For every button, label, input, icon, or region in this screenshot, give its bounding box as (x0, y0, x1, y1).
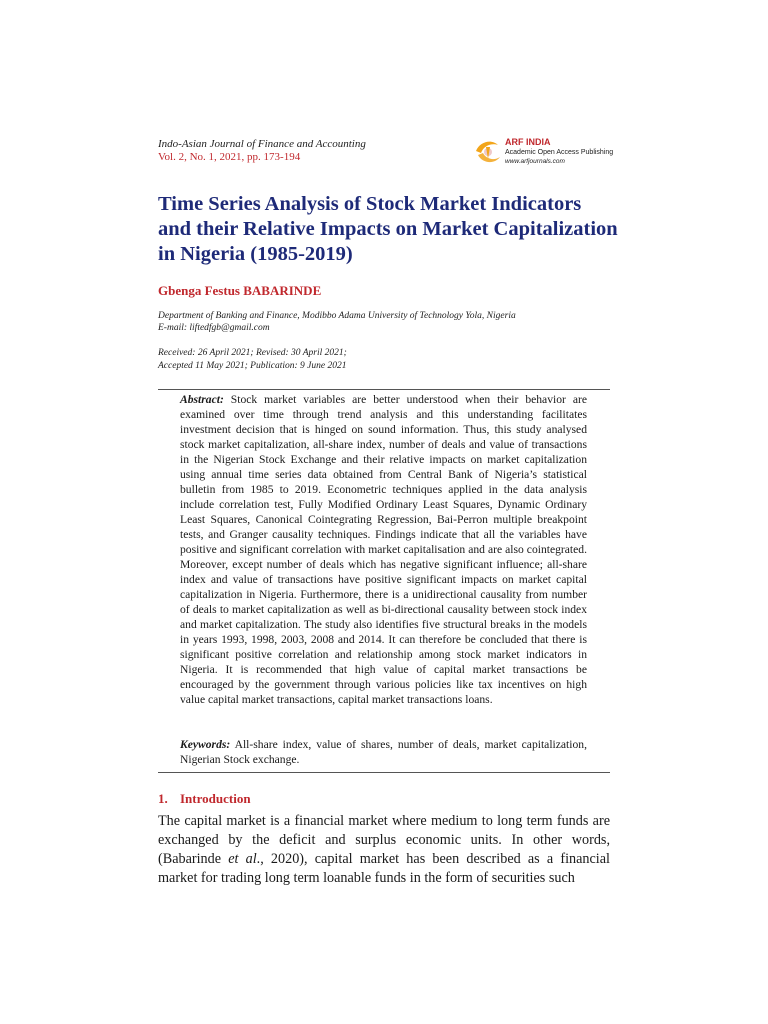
intro-et-al: et al (228, 851, 257, 867)
publisher-logo (472, 137, 622, 171)
keywords-label: Keywords: (180, 738, 231, 751)
publisher-url: www.arfjournals.com (505, 158, 565, 165)
dates-received: Received: 26 April 2021; Revised: 30 April 2021; (158, 348, 347, 358)
abstract-top-rule (158, 389, 610, 390)
publisher-tagline: Academic Open Access Publishing (505, 149, 614, 156)
section-heading-introduction (158, 791, 251, 807)
publication-dates (158, 347, 347, 373)
dates-accepted: Accepted 11 May 2021; Publication: 9 June 2021 (158, 361, 347, 371)
keywords (180, 737, 587, 767)
section-title: Introduction (180, 791, 251, 806)
keywords-text: All-share index, value of shares, number of deals, market capitalization, Nigerian Stock exchange. (180, 738, 587, 766)
intro-text-part2: ., 2020), capital market has been described as a financial market for trading long term loanable funds in the form of securities such (158, 851, 610, 886)
affiliation-email: E-mail: liftedfgb@gmail.com (158, 323, 270, 333)
publisher-brand: ARF INDIA (505, 137, 551, 147)
paper-title: Time Series Analysis of Stock Market Indicators and their Relative Impacts on Market Capitalization in Nigeria (1985-2019) (158, 193, 618, 265)
section-number: 1. (158, 791, 168, 806)
intro-text-part1: The capital market is a financial market where medium to long term funds are exchanged by the deficit and surplus economic units. In other words, (Babarinde (158, 813, 610, 867)
arf-india-logo-icon (472, 137, 504, 169)
abstract (180, 392, 587, 707)
author-name: Gbenga Festus BABARINDE (158, 283, 322, 298)
journal-name: Indo-Asian Journal of Finance and Accounting (158, 138, 366, 150)
abstract-text: Stock market variables are better understood when their behavior are examined over time through trend analysis and this understanding facilitates investment decision that is hinged on sound information. Thus, this study analysed stock market capitalization, all-share index, number of deals and value of transactions in the Nigerian Stock Exchange and their relative impacts on market capitalization using annual time series data obtained from Central Bank of Nigeria’s statistical bulletin from 1985 to 2019. Econometric techniques applied in the data analysis include correlation test, Fully Modified Ordinary Least Squares, Dynamic Ordinary Least Squares, Canonical Cointegrating Regression, Bai-Perron multiple breakpoint tests, and Granger causality techniques. Findings indicate that all the variables have positive and significant correlation with market capitalisation and are also cointegrated. Moreover, except number of deals which has negative significant influence; all-share index and value of transactions have positive significant impacts on market capital capitalization in Nigeria. Furthermore, there is a unidirectional causality from number of deals to market capitalization as well as bi-directional causality between stock index and market capitalization. The study also identifies five structural breaks in the models in years 1993, 1998, 2003, 2008 and 2014. It can therefore be concluded that there is significant positive correlation and relationship among stock market indicators in Nigeria. It is recommended that high value of capital market transactions be encouraged by the government through various policies like tax incentives on high value capital market transactions, capital market transactions loans. (180, 393, 587, 706)
abstract-bottom-rule (158, 772, 610, 773)
affiliation-department: Department of Banking and Finance, Modibbo Adama University of Technology Yola, Nigeria (158, 311, 516, 321)
journal-volume: Vol. 2, No. 1, 2021, pp. 173-194 (158, 151, 301, 163)
introduction-paragraph (158, 812, 610, 888)
affiliation (158, 310, 516, 334)
journal-header (158, 138, 366, 164)
abstract-label: Abstract: (180, 393, 224, 406)
